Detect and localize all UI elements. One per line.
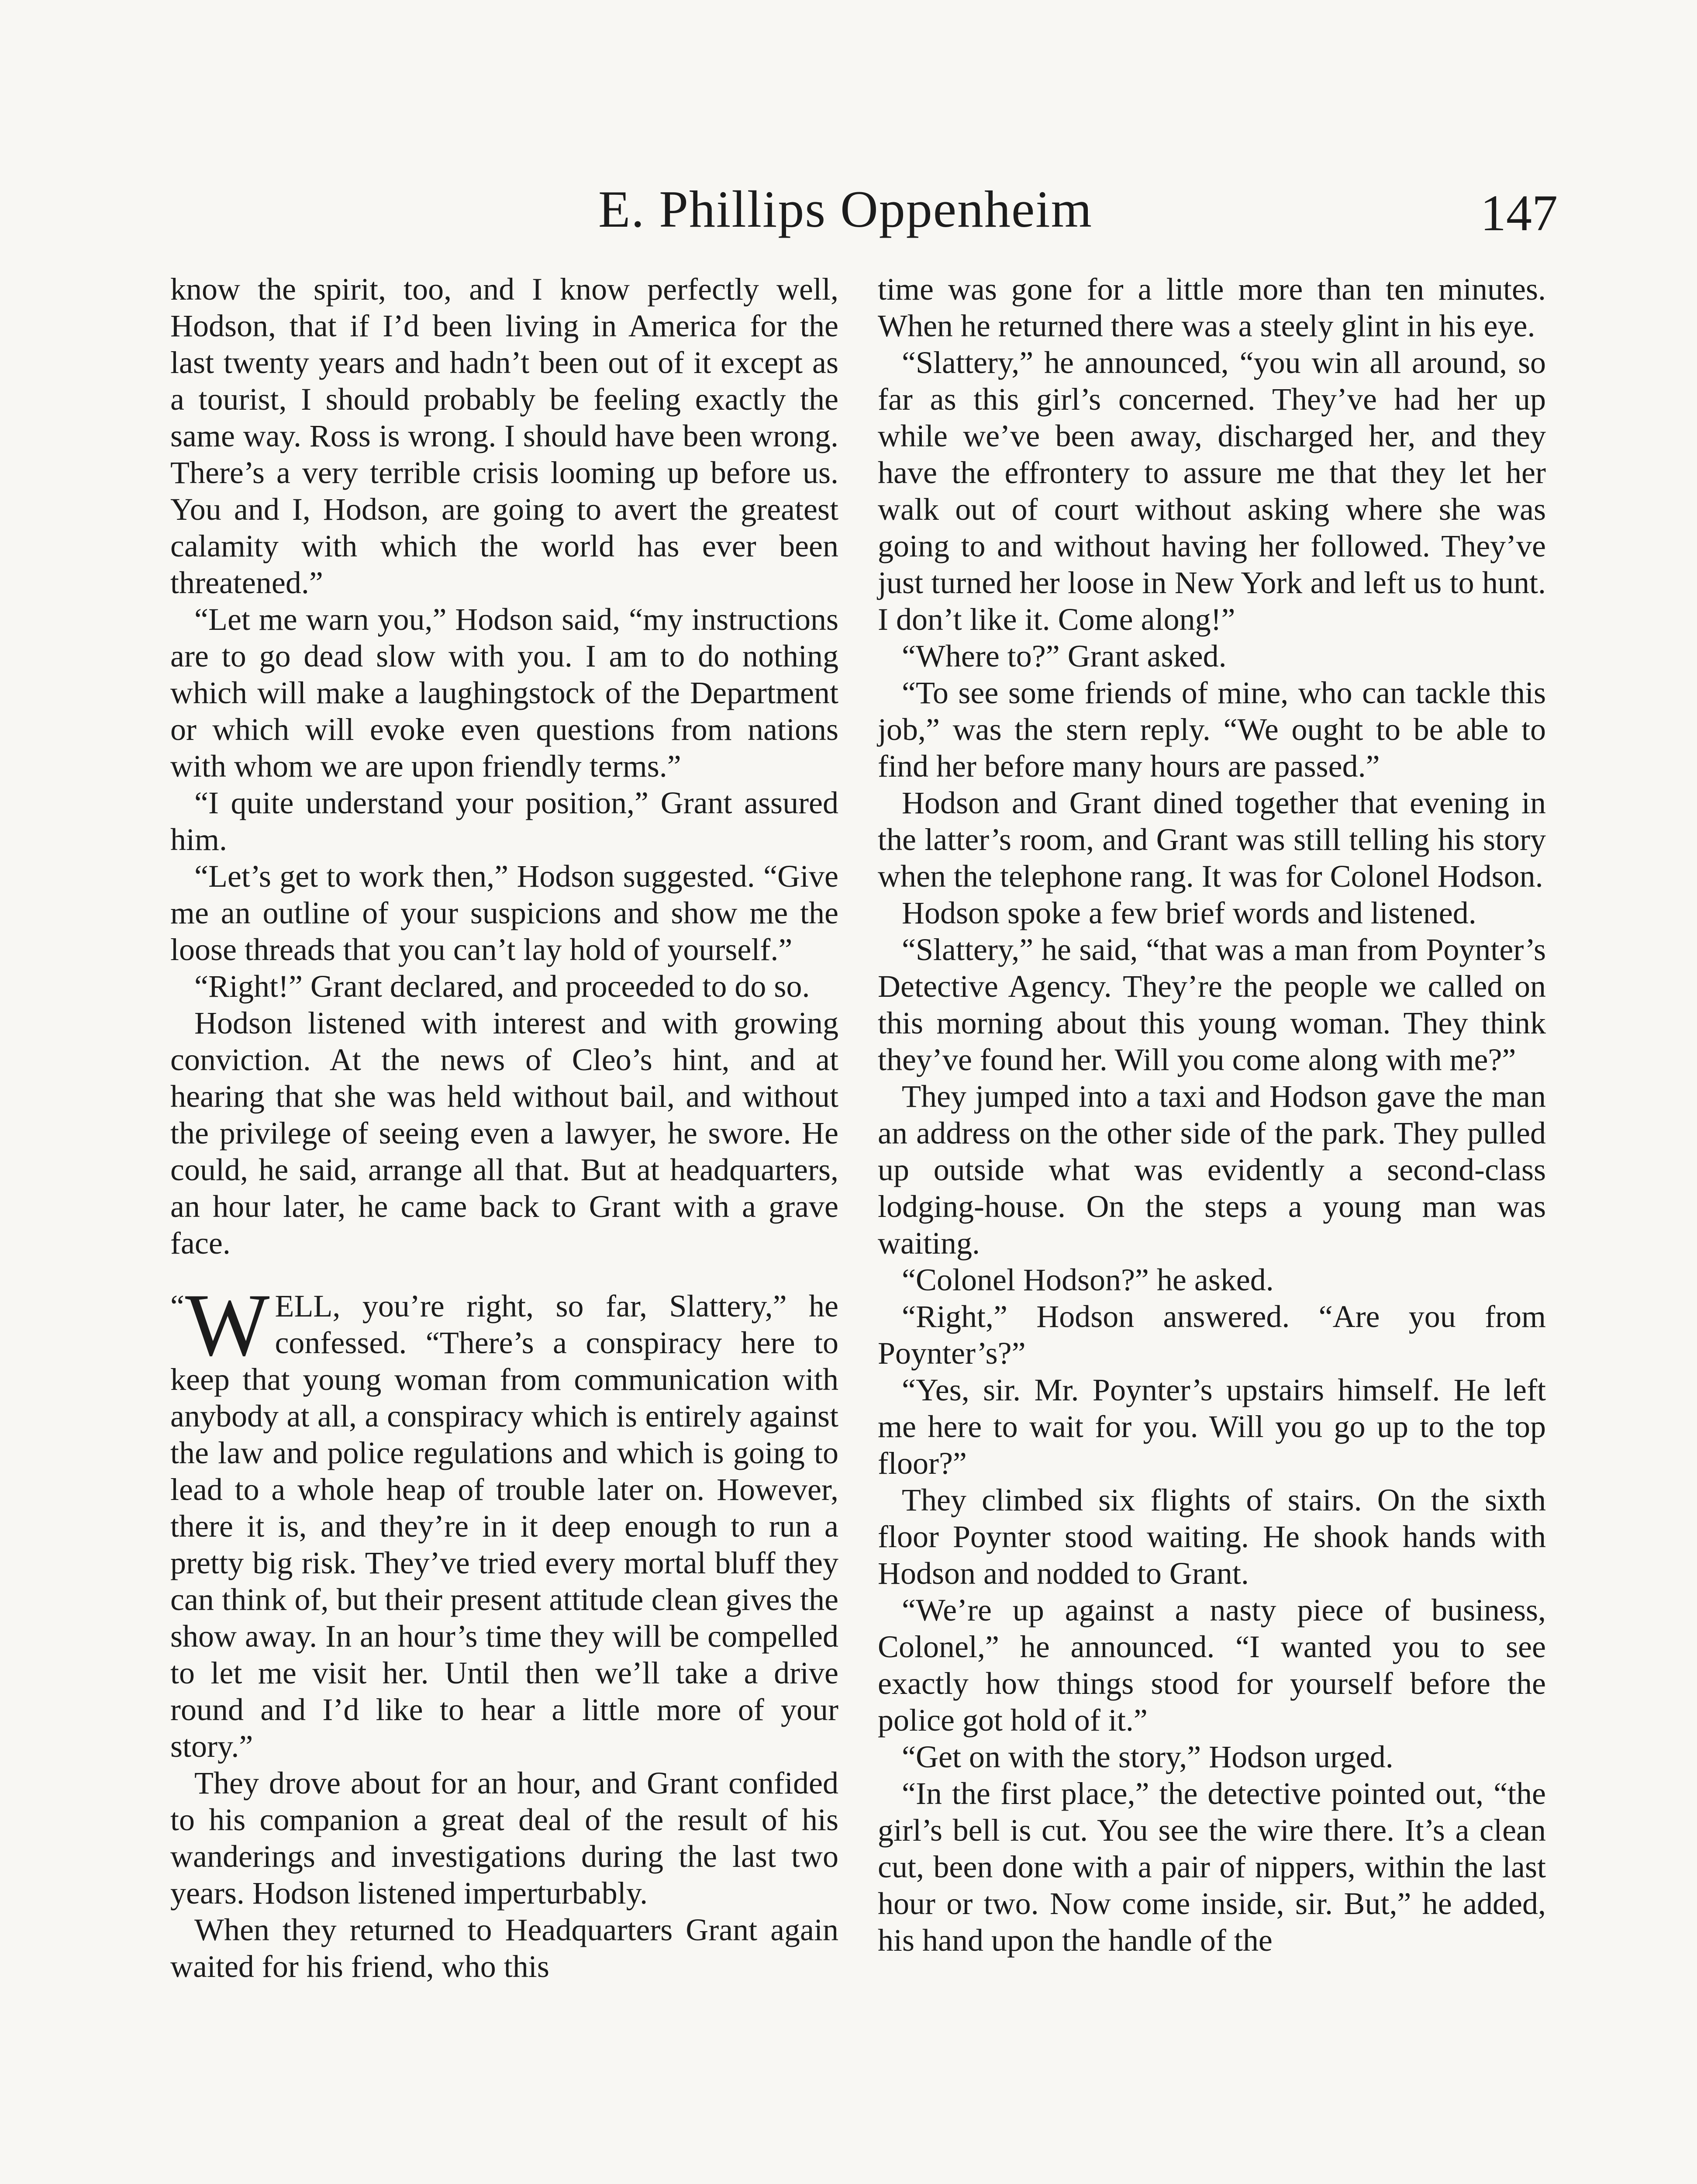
paragraph: When they returned to Headquarters Grant again waited for his friend, who this bbox=[170, 1912, 838, 1984]
paragraph: “To see some friends of mine, who can tackle this job,” was the stern reply. “We ought to be able to find her before many hours are passed.” bbox=[878, 675, 1546, 784]
paragraph: know the spirit, too, and I know perfectly well, Hodson, that if I’d been living in America for the last twenty years and hadn’t been out of it except as a tourist, I should probably be feeling exactly the same way. Ross is wrong. I should have been wrong. There’s a very terrible crisis looming up before us. You and I, Hodson, are going to avert the greatest calamity with which the world has ever been threatened.” bbox=[170, 272, 838, 600]
paragraph: “Yes, sir. Mr. Poynter’s upstairs himself. He left me here to wait for you. Will you go up to the top floor?” bbox=[878, 1372, 1546, 1481]
paragraph: Hodson listened with interest and with growing conviction. At the news of Cleo’s hint, and at hearing that she was held without bail, and without the privilege of seeing even a lawyer, he swore. He could, he said, arrange all that. But at headquarters, an hour later, he came back to Grant with a grave face. bbox=[170, 1006, 838, 1261]
paragraph: “In the first place,” the detective pointed out, “the girl’s bell is cut. You see the wire there. It’s a clean cut, been done with a pair of nippers, within the last hour or two. Now come inside, sir. But,” he added, his hand upon the handle of the bbox=[878, 1776, 1546, 1958]
page-number: 147 bbox=[1480, 184, 1558, 242]
drop-cap-paragraph bbox=[170, 1275, 838, 1765]
paragraph: time was gone for a little more than ten minutes. When he returned there was a steely glint in his eye. bbox=[878, 272, 1546, 343]
paragraph: “Right,” Hodson answered. “Are you from Poynter’s?” bbox=[878, 1299, 1546, 1371]
paragraph: They climbed six flights of stairs. On the sixth floor Poynter stood waiting. He shook hands with Hodson and nodded to Grant. bbox=[878, 1482, 1546, 1591]
paragraph: “I quite understand your position,” Grant assured him. bbox=[170, 785, 838, 857]
paragraph: “Let me warn you,” Hodson said, “my instructions are to go dead slow with you. I am to do nothing which will make a laughingstock of the Department or which will evoke even questions from nations with whom we are upon friendly terms.” bbox=[170, 602, 838, 784]
paragraph: “Slattery,” he announced, “you win all around, so far as this girl’s concerned. They’ve had her up while we’ve been away, discharged her, and they have the effrontery to assure me that they let her walk out of court without asking where she was going to and without having her followed. They’ve just turned her loose in New York and left us to hunt. I don’t like it. Come along!” bbox=[878, 345, 1546, 637]
paragraph: “We’re up against a nasty piece of business, Colonel,” he announced. “I wanted you to see exactly how things stood for yourself before the police got hold of it.” bbox=[878, 1593, 1546, 1738]
paragraph: “Right!” Grant declared, and proceeded to do so. bbox=[194, 969, 810, 1004]
right-column bbox=[878, 271, 1546, 1959]
paragraph: “Colonel Hodson?” he asked. bbox=[902, 1262, 1274, 1297]
paragraph: Hodson and Grant dined together that evening in the latter’s room, and Grant was still telling his story when the telephone rang. It was for Colonel Hodson. bbox=[878, 785, 1546, 894]
section-break bbox=[170, 1261, 838, 1288]
left-column bbox=[170, 271, 838, 1985]
paragraph: They jumped into a taxi and Hodson gave the man an address on the other side of the park. They pulled up outside what was evidently a second-class lodging-house. On the steps a young man was waiting. bbox=[878, 1079, 1546, 1261]
paragraph: They drove about for an hour, and Grant confided to his companion a great deal of the result of his wanderings and investigations during the last two years. Hodson listened imperturbably. bbox=[170, 1766, 838, 1911]
drop-cap-text: ELL, you’re right, so far, Slattery,” he confessed. “There’s a conspiracy here to keep that young woman from communication with anybody at all, a conspiracy which is entirely against the law and police regulations and which is going to lead to a whole heap of trouble later on. However, there it is, and they’re in it deep enough to run a pretty big risk. They’ve tried every mortal bluff they can think of, but their present attitude clean gives the show away. In an hour’s time they will be compelled to let me visit her. Until then we’ll take a drive round and I’d like to hear a little more of your story.” bbox=[170, 1289, 838, 1764]
paragraph: “Let’s get to work then,” Hodson suggested. “Give me an outline of your suspicions and show me the loose threads that you can’t lay hold of yourself.” bbox=[170, 859, 838, 967]
running-head-title: E. Phillips Oppenheim bbox=[598, 180, 1093, 238]
paragraph: “Where to?” Grant asked. bbox=[902, 639, 1227, 674]
paragraph: “Slattery,” he said, “that was a man from Poynter’s Detective Agency. They’re the people we called on this morning about this young woman. They think they’ve found her. Will you come along with me?” bbox=[878, 932, 1546, 1077]
paragraph: Hodson spoke a few brief words and listened. bbox=[902, 895, 1476, 930]
drop-cap-letter: W bbox=[185, 1275, 270, 1375]
drop-cap-quote: “ bbox=[170, 1289, 184, 1324]
paragraph: “Get on with the story,” Hodson urged. bbox=[902, 1739, 1393, 1774]
